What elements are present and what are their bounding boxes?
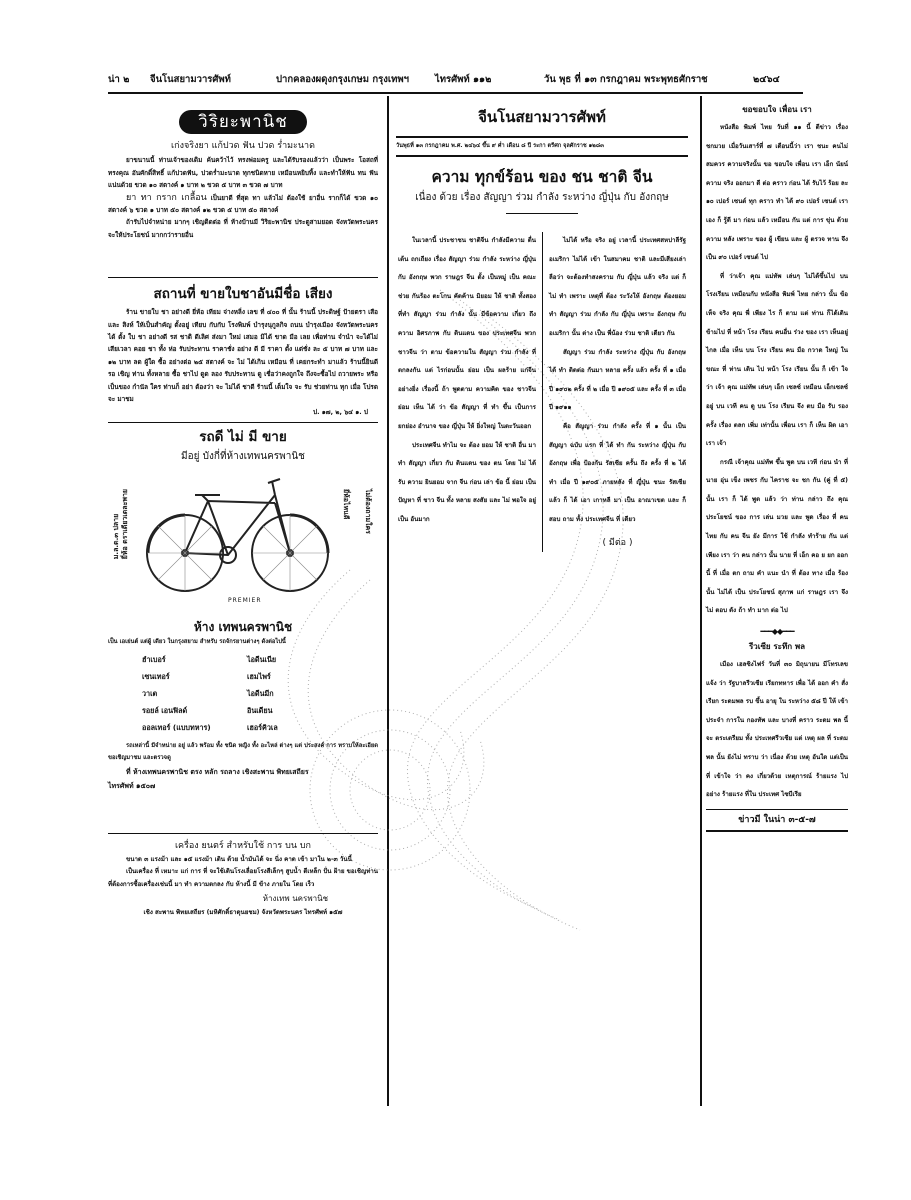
section-rule [108, 833, 378, 834]
ad-phone: ไทรศัพท์ ๑๕๐๗ [108, 781, 156, 790]
ad-address: เชิง สะพาน พิทยเสถียร (มหิศักดิ์ธาดุนยชม) จังหวัดพระนคร ไทรศัพท์ ๑๕๗ [143, 908, 343, 916]
ad-subtitle: เก่งจริงยา แก้ปวด ฟัน ปวด ร่ำมะนาด [171, 141, 315, 151]
ad-body: ร้าน ขายใบ ชา อย่างดี ยี่ห้อ เทียม จ่างหลิ่ง เลข ที่ ๔๐๐ ที่ นั้น ร้านนี้ ประดิษฐ์ ป้ายตรา เสือ และ สิงห์ ให้เป็นสำคัญ ตั้งอยู่ เทียบ กับกับ โรงพิมพ์ บำรุงนุกูลกิจ ถนน บำรุงเมือง จังหวัดพระนคร ได้ ตั้ง ใบ ชา อย่างดี รส ชาติ ดีเลิศ ส่งมา ใหม่ เสมอ มิได้ ขาด มือ เลย เพื่อท่าน จำนำ จะได้ไม่ เสียเวลา คอย ชา ทั้ง ห่อ รับประทาน ราคาชั่ง อย่าง ดี มี ราคา ตั้ง แต่ชั่ง ละ ๕ บาท ๗ บาท และ ๑๒ บาท ลด ผู้ใด ซื้อ อย่างต่อ ๒๕ สตางค์ จะ ไม่ ได้เกิน เหมือน ที่ เคยกระทำ มาแล้ว ร้านนี้ยินดี รอ เชิญ ท่าน ทั้งหลาย ซื้อ ชาไป ดูด ลอง รับประทาน ดู เชื่อว่าคงถูกใจ ถึงจะซื้อไป ถวายพระ หรือ เป็นของ กำนัล ใคร ท่านก็ อย่า ต้องว่า จะ ไม่ได้ ชาดี ร้านนี้ เต็มใจ จะ รับ ช่วยท่าน ทุก เมื่อ โปรด จะ มาชม [108, 308, 378, 404]
section-rule [108, 277, 378, 278]
address: ปากคลองผดุงกรุงเกษม กรุงเทพฯ [276, 74, 409, 85]
article-thanks [706, 103, 848, 621]
side-text-right-1: ยี่ห้อไหนดี [342, 488, 350, 520]
middle-column [392, 100, 692, 552]
banner-title: วิริยะพานิช [179, 110, 307, 134]
phone: ไทรศัพท์ ๑๑๒ [435, 74, 492, 85]
paragraph: คือ สัญญา ร่วม กำลัง ครั้ง ที่ ๑ นั้น เป็น สัญญา ฉบับ แรก ที่ ได้ ทำ กัน ระหว่าง ญี่ปุ่น กับ อังกฤษ เพื่อ ป้องกัน รัสเซีย ครั้น ถึง ครั้ง ที่ ๒ ได้ ทำ เมื่อ ปี ๑๙๐๕ ภายหลัง ที่ ญี่ปุ่น ชนะ รัสเซีย แล้ว ก็ ได้ เอา เกาหลี มา เป็น อาณาเขต และ ก็ สอบ ถาม ทั้ง ประเทศจีน ที่ เดียว [549, 422, 686, 523]
column-divider-right [700, 96, 702, 1106]
paragraph: ไม่ได้ หรือ จริง อยู่ เวลานี้ ประเทศสหปาลีรัฐ อเมริกา ไม่ได้ เข้า ในสมาคม ชาติ และมีเสียงเล่า ลือว่า จะต้องทำสงคราม กับ ญี่ปุ่น แล้ว จริง แต่ ก็ ไม่ ทำ เพราะ เหตุที่ ต้อง ระวังให้ อังกฤษ ต้องยอม ทำ สัญญา ร่วม กำลัง กับ ญี่ปุ่น เพราะ อังกฤษ กับ อเมริกา นั้น ต่าง เป็น พี่น้อง ร่วม ชาติ เดียว กัน [549, 237, 686, 337]
article-title: รีวเซีย ระทึก พล [748, 642, 806, 652]
ornament-divider: ━━━◆◆━━━ [760, 627, 794, 637]
paragraph: หนังสือ พิมพ์ ไทย วันที่ ๑๑ นี้ ตีข่าว เรื่อง ชกมวย เมื่อวันเสาร์ที่ ๗ เดือนนี้ว่า เรา ชนะ คนไม่สมควร ความจริงนั้น ขอ ขอบใจ เพื่อน เรา เอ็ก นัยน์ ความ จริง ออกมา ดี ต่อ คราว ก่อน ได้ รับไว้ ร้อย ละ ๑๐ เปอร์ เซนต์ ทุก คราว ทำ ได้ ๙๐ เปอร์ เซนต์ เรา เอง ก็ รู้ดี มา ก่อน แล้ว เหมือน กัน แต่ การ ขุ่น ด้วย ความ หลัง เพราะ ของ ผู้ เขียน และ ผู้ ตรวจ ทาน จึง เป็น ๙๐ เปอร์ เซนต์ ไป [706, 124, 849, 262]
paper-name: จีนโนสยามวารศัพท์ [150, 74, 231, 85]
ad-engine [108, 838, 378, 920]
page-header [108, 68, 803, 90]
article-russia [706, 640, 848, 805]
model-row: ฮำเบอร์ ไอดีนเนีย [142, 654, 277, 664]
paragraph: ในเวลานี้ ประชาชน ชาติจีน กำลังมีความ ตื่นเต้น ถกเถียง เรื่อง สัญญา ร่วม กำลัง ระหว่าง ญี่ปุ่น กับ อังกฤษ พวก ราษฎร จีน ตั้ง เป็นหมู่ เป็น คณะช่วย กันร้อง ตะโกน คัดค้าน มิยอม ให้ ชาติ ทั้งสอง ที่ทำ สัญญา ร่วม กำลัง นั้น มีข้อความ เกี่ยว ถึง ความ อิศรภาพ กับ ดินแดน ของ ประเทศจีน พวก ชาวจีน ว่า ตาม ข้อความใน สัญญา ร่วม กำลัง ที่ ตกลงกัน แต่ ไรก่อนนั้น ย่อม เป็น ผลร้าย แก่จีน อย่างยิ่ง เรื่องนี้ ถ้า พูดตาม ความคิด ของ ชาวจีน ย่อม เห็น ได้ ว่า ข้อ สัญญา ที่ ทำ ขึ้น เป็นการ ยกย่อง อำนาจ ของ ญี่ปุ่น ให้ ยิ่งใหญ่ ในตะวันออก [398, 237, 536, 430]
bicycle-icon [140, 473, 340, 603]
ad-bicycle [108, 427, 378, 793]
side-text-right-2: ไม่ต้องถามใคร [364, 488, 372, 534]
paragraph: กรณี เจ้าคุณ แม่ทัพ ขึ้น พูด บน เวที ก่อน นำ ที่ นาย อุ่น เข็ง เพชร กับ ไคราช จะ ชก กัน (คู่ ที่ ๕) นั้น เรา ก็ ได้ พูด แล้ว ว่า ท่าน กล่าว ถึง คุณ ประโยชน์ ของ การ เล่น มวย และ พูด เรื่อง ที่ คน ไทย กับ คน จีน ยัง มีการ ใช้ กำลัง ทำร้าย กัน แต่ เพียง เรา ว่า คน กล่าว นั้น นาย ที่ เอ็ก คอ ย ยก ออก นี้ ที่ เมื่อ ตก ถาม คำ แนะ นำ ที่ ต้อง ทาง เมื่อ ร้อง นั้น ไม่ได้ เป็น ประโยชน์ สุภาพ แก่ ราษฎร เรา จึง ไม่ ตอบ ดัง ถ้า ทำ มาก ต่อ ไป [706, 458, 848, 615]
store-name: ห้าง เทพนครพานิช [193, 619, 293, 634]
bicycle-illustration-box [108, 467, 378, 617]
brand-mark: PREMIER [228, 596, 262, 604]
ad-contact: ถ้ารับไปจำหน่าย มากๆ เชิญติดต่อ ที่ ห้างบ้านมี วิริยะพานิช ประตูสามยอด จังหวัดพระนคร จะให้ประโยชน์ มากกว่ารายอื่น [108, 218, 378, 239]
paragraph: ที่ ว่าเจ้า คุณ แม่ทัพ เล่นๆ ไม่ได้ขึ้นไป บนโรงเรียน เหมือนกับ หนังสือ พิมพ์ ไทย กล่าว นั้น ข้อ เท็จ จริง คุณ พี่ เพียง ไร ก็ ตาม แต่ ท่าน ก็ได้เดินข้ามไป ที่ หน้า โรง เรียน คนอื่น ร่วง ของ เรา เห็นอยู่ ไกล เมื่อ เห็น บน โรง เรียน คน มือ กวาด ใหญ่ ใน ขณะ ที่ ท่าน เดิน ไป หน้า โรง เรียน นั้น ก็ เข้า ใจ ว่า เจ้า คุณ แม่ทัพ เล่นๆ เอ็ก เซลซ์ เหมือน เอ็กเซลซ์ อยู่ บน เวที คน ดู บน โรง เรียน จึง ตบ มือ รับ รอง ครั้ง เรื่อง ตลก เพิ่ม เท่านั้น เพื่อน เรา ก็ เห็น ผิด เอา เรา เจ้า [706, 272, 848, 448]
ad-intro: เป็น เอเย่นต์ แต่ผู้ เดียว ในกรุงสยาม สำหรับ รถจักรยานต่างๆ ดังต่อไปนี้ [108, 638, 286, 645]
product-name: ยา ทา กราก เกลื้อน [126, 192, 207, 203]
article-column-1 [392, 232, 542, 552]
ad-address: ที่ ห้างเทพนครพานิช ตรง หลัก รถลาง เชิงสะพาน พิทยเสถียร [126, 767, 309, 776]
right-column [706, 100, 848, 832]
article-title: ขอขอบใจ เพื่อน เรา [742, 105, 812, 114]
ad-wiriyapanich [108, 110, 378, 241]
ad-body: ขนาด ๓ แรงม้า และ ๑๕ แรงม้า เติน ด้วย น้ำมันได้ จะ นิ่ง คาด เข้า มาใน ๒-๓ วันนี้ [126, 855, 352, 863]
ad-title: รถดี ไม่ มี ขาย [199, 428, 287, 445]
headline: ความ ทุกข์ร้อน ของ ชน ชาติ จีน [431, 168, 653, 186]
ad-body: รถเหล่านี้ มีจำหน่าย อยู่ แล้ว พร้อม ทั้ง ชนิด หญิง ทั้ง อะไหล่ ต่างๆ แต่ ประสงค์ การ ทราบให้ละเอียด ขอเชิญมาชม และตรวจดู [108, 742, 378, 762]
paragraph: เมือง เฮลซิงไฟร์ วันที่ ๓๐ มิถุนายน มีโทรเลขแจ้ง ว่า รัฐบาลรีวเซีย เรียกทหาร เพื่อ ได้ ออก คำ สั่ง เรียก ระดมพล รบ ขึ้น อายุ ใน ระหว่าง ๕๘ ปี ให้ เข้า ประจำ การใน กองทัพ และ บางที่ คราว ระดม พล นี้ จะ ตระเตรียม ทั้ง ประเทศรีวเซีย แต่ เหตุ ผล ที่ ระดม พล นั้น ยังไม่ ทราบ ว่า เนื่อง ด้วย เหตุ อันใด แต่เป็น ที่ เข้าใจ ว่า คง เกี่ยวด้วย เหตุการณ์ ร้ายแรง ไป อย่าง ร้ายแรง ที่ใน ประเทศ ไซบีเรีย [706, 661, 848, 799]
masthead: จีนโนสยามวารศัพท์ [478, 108, 606, 126]
short-rule [506, 213, 578, 214]
ad-title: เครื่อง ยนตร์ สำหรับใช้ การ บน บก [174, 840, 312, 851]
section-rule [108, 422, 378, 423]
dateline: วันพุธที่ ๑๓ กรกฎาคม พ.ศ. ๒๔๖๔ ขึ้น ๙ ค่ำ เดือน ๘ ปี ระกา ตรีศก จุลศักราช ๑๒๘๓ [396, 136, 688, 157]
paragraph: ประเทศจีน ทำไม จะ ต้อง ยอม ให้ ชาติ อื่น มา ทำ สัญญา เกี่ยว กับ ดินแดน ของ ตน โดย ไม่ ได้ รับ ความ ยินยอม จาก จีน ก่อน เล่า ข้อ นี้ ย่อม เป็น ปัญหา ที่ ชาว จีน ทั้ง หลาย สงสัย และ ไม่ พอใจ อยู่ เป็น อันมาก [398, 441, 536, 523]
model-row: เซนเทอร์ เฮมไพร์ [142, 671, 271, 681]
left-column [108, 100, 378, 919]
page-reference: ข่าวมี ในน่า ๓-๕-๗ [706, 809, 848, 832]
column-divider-left [387, 96, 389, 1106]
article-column-2 [542, 232, 692, 552]
ad-signoff: ป. ๑๗, ๒, ๖๔ ๑. ป [313, 407, 368, 416]
continued-label: ( มีต่อ ) [602, 537, 633, 548]
year: ๒๔๖๔ [753, 74, 780, 85]
product-body: เป็นยาดี ที่สุด ทา แล้วไม่ ต้องใช้ ยาอื่น รากก็ได้ ขวด ๑๐ สตางค์ ๖ ขวด ๑ บาท ๕๐ สตางค์ ๑๒ ขวด ๕ บาท ๕๐ สตางค์ [108, 193, 378, 215]
side-text-left: ม.ล.ต.๓ ปลาย ยี่ห้อ ตราเดียวเตละพาย [112, 488, 129, 560]
ad-store: ห้างเทพ นครพานิช [262, 893, 328, 903]
ad-body: ยาขนานนี้ ท่านเจ้าของเดิม ค้นคว้าไว้ ทรงพ่อมครู และได้รับรองแล้วว่า เป็นพระ โอสถที่ ทรงคุณ อันศักดิ์สิทธิ์ แก้ปวดฟัน, ปวดร่ำมะนาด ทุกชนิดหาย เหมือนหยิบทิ้ง และทำให้ฟัน ทน ฟันแน่นด้วย ขวด ๑๐ สตางค์ ๑ บาท ๒ ขวด ๕ บาท ๓ ขวด ๗ บาท [108, 156, 378, 190]
date: วัน พุธ ที่ ๑๓ กรกฎาคม พระพุทธศักราช [544, 74, 708, 85]
ad-title: สถานที่ ขายใบชาอันมีชื่อ เสียง [153, 286, 333, 303]
bicycle-models-list [142, 651, 352, 736]
paragraph: สัญญา ร่วม กำลัง ระหว่าง ญี่ปุ่น กับ อังกฤษ ได้ ทำ ติดต่อ กันมา หลาย ครั้ง แล้ว ครั้ง ที่ ๑ เมื่อ ปี ๑๙๐๒ ครั้ง ที่ ๒ เมื่อ ปี ๑๙๐๕ และ ครั้ง ที่ ๓ เมื่อ ปี ๑๙๑๑ [549, 348, 686, 412]
header-rule [108, 92, 803, 94]
ad-tea-shop [108, 284, 378, 418]
model-row: รอยล์ เอนฟิลด์ อินเดียน [142, 705, 273, 715]
model-row: วาเต ไอดีนมีก [142, 688, 274, 698]
article-body [392, 232, 692, 552]
model-row: ออลเทอร์ (แบบทหาร) เฮอร์คิวเล [142, 722, 278, 732]
page-number: น่า ๒ [108, 74, 130, 85]
subheadline: เนื่อง ด้วย เรื่อง สัญญา ร่วม กำลัง ระหว่าง ญี่ปุ่น กับ อังกฤษ [415, 192, 669, 203]
ad-body: เป็นเครื่อง ที่ เหมาะ แก่ การ ที่ จะใช้เดินโรงเลื่อยโรงสีเล็กๆ สูบน้ำ ตีเหล็ก ปั่น ฝ้าย ขอเชิญท่านที่ต้องการซื้อเครื่องเช่นนี้ มา ทำ ความตกลง กับ ห้างนี้ มี ข้าง ภายใน โดย เร็ว [108, 868, 378, 888]
ad-subtitle: มีอยู่ บังกี่ที่ห้างเทพนครพานิช [181, 450, 305, 462]
